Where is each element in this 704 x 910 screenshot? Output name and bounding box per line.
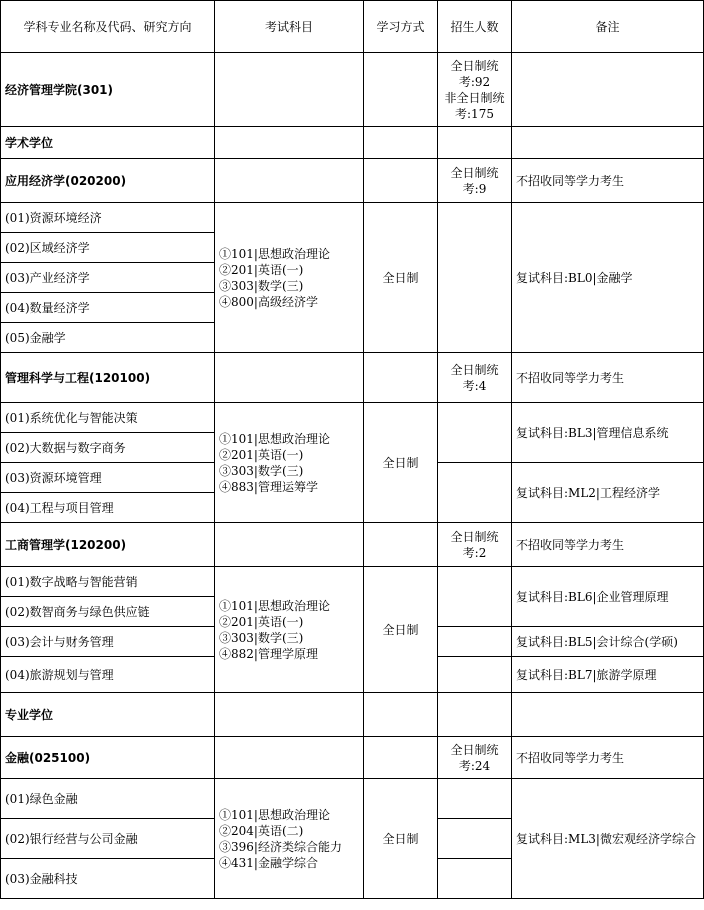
empty-cell: [364, 159, 438, 203]
section-academic: 学术学位: [1, 127, 215, 159]
study-mode: 全日制: [364, 403, 438, 523]
empty-cell: [438, 203, 512, 353]
enroll-finance: 全日制统 考:24: [438, 737, 512, 779]
exam-subjects: ①101|思想政治理论 ②201|英语(一) ③303|数学(三) ④800|高级经济学: [215, 203, 364, 353]
direction-item: (04)工程与项目管理: [1, 493, 215, 523]
direction-item: (01)数字战略与智能营销: [1, 567, 215, 597]
header-remark: 备注: [512, 1, 704, 53]
empty-cell: [512, 127, 704, 159]
major-biz-mgmt: 工商管理学(120200): [1, 523, 215, 567]
college-name: 经济管理学院(301): [1, 53, 215, 127]
direction-item: (02)数智商务与绿色供应链: [1, 597, 215, 627]
enroll-applied-econ: 全日制统 考:9: [438, 159, 512, 203]
empty-cell: [215, 523, 364, 567]
direction-item: (01)绿色金融: [1, 779, 215, 819]
exam-subjects: ①101|思想政治理论 ②201|英语(一) ③303|数学(三) ④883|管理运筹学: [215, 403, 364, 523]
direction-item: (02)银行经营与公司金融: [1, 819, 215, 859]
remark-finance: 不招收同等学力考生: [512, 737, 704, 779]
retest-subject: 复试科目:BL3|管理信息系统: [512, 403, 704, 463]
direction-item: (05)金融学: [1, 323, 215, 353]
retest-subject: 复试科目:BL5|会计综合(学硕): [512, 627, 704, 657]
remark-applied-econ: 不招收同等学力考生: [512, 159, 704, 203]
major-applied-econ: 应用经济学(020200): [1, 159, 215, 203]
empty-cell: [438, 627, 512, 657]
study-mode: 全日制: [364, 779, 438, 899]
empty-cell: [438, 657, 512, 693]
empty-cell: [512, 53, 704, 127]
empty-cell: [364, 127, 438, 159]
enroll-mgmt-sci: 全日制统 考:4: [438, 353, 512, 403]
study-mode: 全日制: [364, 567, 438, 693]
empty-cell: [438, 463, 512, 523]
empty-cell: [438, 403, 512, 463]
major-finance: 金融(025100): [1, 737, 215, 779]
retest-subject: 复试科目:ML2|工程经济学: [512, 463, 704, 523]
retest-subject: 复试科目:BL0|金融学: [512, 203, 704, 353]
empty-cell: [215, 53, 364, 127]
section-professional: 专业学位: [1, 693, 215, 737]
direction-item: (03)会计与财务管理: [1, 627, 215, 657]
empty-cell: [215, 127, 364, 159]
retest-subject: 复试科目:ML3|微宏观经济学综合: [512, 779, 704, 899]
empty-cell: [438, 819, 512, 859]
empty-cell: [512, 693, 704, 737]
empty-cell: [438, 859, 512, 899]
direction-item: (02)区域经济学: [1, 233, 215, 263]
empty-cell: [438, 779, 512, 819]
direction-item: (04)旅游规划与管理: [1, 657, 215, 693]
empty-cell: [364, 523, 438, 567]
empty-cell: [215, 693, 364, 737]
empty-cell: [215, 353, 364, 403]
empty-cell: [215, 737, 364, 779]
empty-cell: [438, 127, 512, 159]
empty-cell: [364, 693, 438, 737]
empty-cell: [438, 567, 512, 627]
header-exam: 考试科目: [215, 1, 364, 53]
exam-subjects: ①101|思想政治理论 ②204|英语(二) ③396|经济类综合能力 ④431|金融学综合: [215, 779, 364, 899]
empty-cell: [364, 353, 438, 403]
direction-item: (01)资源环境经济: [1, 203, 215, 233]
empty-cell: [215, 159, 364, 203]
direction-item: (02)大数据与数字商务: [1, 433, 215, 463]
empty-cell: [364, 737, 438, 779]
empty-cell: [364, 53, 438, 127]
direction-item: (03)金融科技: [1, 859, 215, 899]
header-mode: 学习方式: [364, 1, 438, 53]
retest-subject: 复试科目:BL6|企业管理原理: [512, 567, 704, 627]
enroll-biz-mgmt: 全日制统 考:2: [438, 523, 512, 567]
study-mode: 全日制: [364, 203, 438, 353]
college-enroll: 全日制统 考:92 非全日制统 考:175: [438, 53, 512, 127]
direction-item: (04)数量经济学: [1, 293, 215, 323]
remark-biz-mgmt: 不招收同等学力考生: [512, 523, 704, 567]
retest-subject: 复试科目:BL7|旅游学原理: [512, 657, 704, 693]
empty-cell: [438, 693, 512, 737]
header-major: 学科专业名称及代码、研究方向: [1, 1, 215, 53]
header-enroll: 招生人数: [438, 1, 512, 53]
major-mgmt-sci: 管理科学与工程(120100): [1, 353, 215, 403]
exam-subjects: ①101|思想政治理论 ②201|英语(一) ③303|数学(三) ④882|管理学原理: [215, 567, 364, 693]
direction-item: (03)资源环境管理: [1, 463, 215, 493]
direction-item: (03)产业经济学: [1, 263, 215, 293]
remark-mgmt-sci: 不招收同等学力考生: [512, 353, 704, 403]
direction-item: (01)系统优化与智能决策: [1, 403, 215, 433]
